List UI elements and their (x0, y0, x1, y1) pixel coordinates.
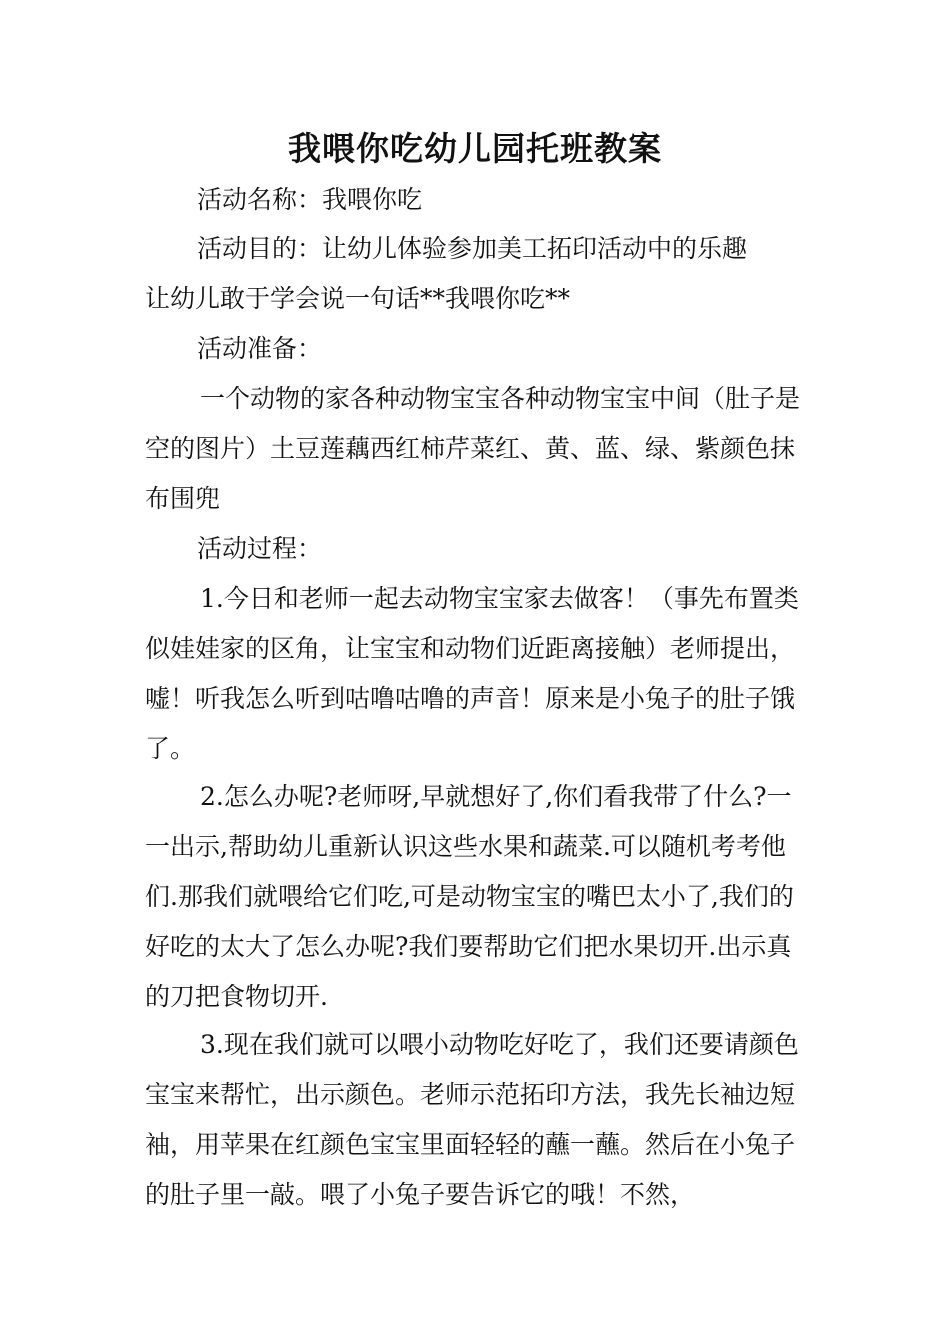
paragraph-activity-goal: 活动目的：让幼儿体验参加美工拓印活动中的乐趣 (197, 234, 748, 263)
paragraph-activity-name: 活动名称：我喂你吃 (197, 185, 423, 214)
paragraph-step-1: 1.今日和老师一起去动物宝宝家去做客！（事先布置类似娃娃家的区角，让宝宝和动物们近距离接触）老师提出，嘘！听我怎么听到咕噜咕噜的声音！原来是小兔子的肚子饿了。 (145, 584, 799, 763)
paragraph-preparation-heading: 活动准备： (197, 334, 323, 363)
paragraph-step-2: 2.怎么办呢?老师呀,早就想好了,你们看我带了什么?一一出示,帮助幼儿重新认识这些水果和蔬菜.可以随机考考他们.那我们就喂给它们吃,可是动物宝宝的嘴巴太小了,我们的好吃的太大了怎么办呢?我们要帮助它们把水果切开.出示真的刀把食物切开. (145, 782, 794, 1011)
paragraph-goal-continued: 让幼儿敢于学会说一句话**我喂你吃** (145, 284, 571, 313)
paragraph-process-heading: 活动过程： (197, 534, 323, 563)
document-title: 我喂你吃幼儿园托班教案 (288, 129, 662, 168)
paragraph-preparation-materials: 一个动物的家各种动物宝宝各种动物宝宝中间（肚子是空的图片）土豆莲藕西红柿芹菜红、黄、蓝、绿、紫颜色抹布围兜 (145, 384, 801, 513)
paragraph-step-3: 3.现在我们就可以喂小动物吃好吃了，我们还要请颜色宝宝来帮忙，出示颜色。老师示范拓印方法，我先长袖边短袖，用苹果在红颜色宝宝里面轻轻的蘸一蘸。然后在小兔子的肚子里一敲。喂了小兔子要告诉它的哦！不然， (145, 1030, 799, 1209)
